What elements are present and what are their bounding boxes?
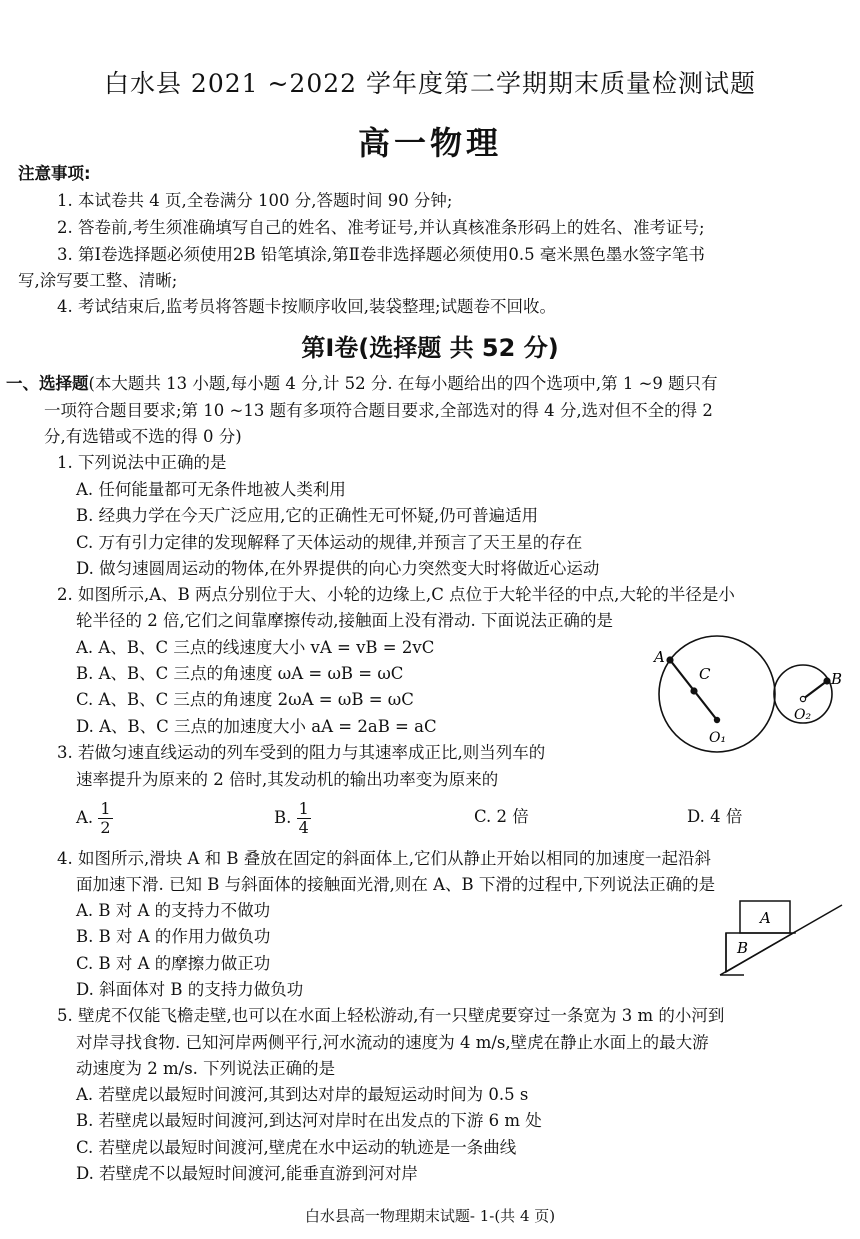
- part-intro-line-1: [6, 373, 718, 395]
- q2-stem-line-1: 2. 如图所示,A、B 两点分别位于大、小轮的边缘上,C 点位于大轮半径的中点,大轮的半径是小: [57, 585, 735, 604]
- subject-title: 高一物理: [357, 124, 502, 162]
- q3-option-b: [274, 800, 311, 837]
- q2-option-a: A. A、B、C 三点的线速度大小 vA = vB = 2vC: [76, 638, 435, 657]
- page-footer: 白水县高一物理期末试题- 1-(共 4 页): [304, 1207, 556, 1225]
- label-o2: O₂: [794, 707, 812, 723]
- q3-option-a: [76, 800, 113, 837]
- note-item-1: 1. 本试卷共 4 页,全卷满分 100 分,答题时间 90 分钟;: [57, 191, 453, 210]
- q4-option-d: D. 斜面体对 B 的支持力做负功: [76, 980, 304, 999]
- q5-option-a: A. 若壁虎以最短时间渡河,其到达对岸的最短运动时间为 0.5 s: [76, 1085, 529, 1104]
- part-intro-line-2: 一项符合题目要求;第 10 ~13 题有多项符合题目要求,全部选对的得 4 分,选对但不全的得 2: [44, 401, 713, 420]
- note-item-3-cont: 写,涂写要工整、清晰;: [18, 271, 178, 290]
- q4-option-c: C. B 对 A 的摩擦力做正功: [76, 954, 271, 973]
- point-c-dot: [690, 687, 697, 694]
- q2-option-b: B. A、B、C 三点的角速度 ωA = ωB = ωC: [76, 664, 404, 683]
- part-label: 一、选择题: [6, 374, 89, 393]
- q3-option-a-label: A.: [76, 808, 94, 827]
- q5-option-d: D. 若壁虎不以最短时间渡河,能垂直游到河对岸: [76, 1164, 418, 1183]
- q3-option-b-label: B.: [274, 808, 292, 827]
- q3-option-b-fraction: [297, 800, 311, 837]
- q1-option-b: B. 经典力学在今天广泛应用,它的正确性无可怀疑,仍可普遍适用: [76, 506, 539, 525]
- q3-option-b-den: 4: [298, 818, 309, 837]
- q4-incline-figure: [718, 895, 848, 977]
- q5-stem-line-3: 动速度为 2 m/s. 下列说法正确的是: [76, 1059, 336, 1078]
- exam-title: 白水县 2021 ~2022 学年度第二学期期末质量检测试题: [103, 69, 757, 98]
- q5-stem-line-2: 对岸寻找食物. 已知河岸两侧平行,河水流动的速度为 4 m/s,壁虎在静止水面上的最大游: [76, 1033, 709, 1052]
- q5-option-c: C. 若壁虎以最短时间渡河,壁虎在水中运动的轨迹是一条曲线: [76, 1138, 517, 1157]
- note-item-4: 4. 考试结束后,监考员将答题卡按顺序收回,装袋整理;试题卷不回收。: [57, 297, 557, 316]
- label-block-a: A: [760, 909, 771, 927]
- q4-option-a: A. B 对 A 的支持力不做功: [76, 901, 271, 920]
- center-o2-dot: [800, 696, 805, 701]
- note-item-3: 3. 第Ⅰ卷选择题必须使用2B 铅笔填涂,第Ⅱ卷非选择题必须使用0.5 毫米黑色墨水签字笔书: [57, 245, 705, 264]
- q1-option-d: D. 做匀速圆周运动的物体,在外界提供的向心力突然变大时将做近心运动: [76, 559, 600, 578]
- q3-option-a-fraction: [98, 800, 112, 837]
- label-o1: O₁: [709, 730, 727, 746]
- part-intro-line-3: 分,有选错或不选的得 0 分): [44, 427, 242, 446]
- small-wheel-radius: [803, 681, 827, 699]
- point-b-dot: [823, 677, 830, 684]
- q4-stem-line-1: 4. 如图所示,滑块 A 和 B 叠放在固定的斜面体上,它们从静止开始以相同的加速度一起沿斜: [57, 849, 711, 868]
- q3-stem-line-2: 速率提升为原来的 2 倍时,其发动机的输出功率变为原来的: [76, 770, 499, 789]
- q3-option-b-num: 1: [298, 799, 309, 818]
- notes-heading: 注意事项:: [18, 164, 91, 183]
- center-o1-dot: [714, 717, 720, 723]
- q3-option-a-num: 1: [100, 799, 111, 818]
- q2-option-c: C. A、B、C 三点的角速度 2ωA = ωB = ωC: [76, 690, 414, 709]
- q2-option-d: D. A、B、C 三点的加速度大小 aA = 2aB = aC: [76, 717, 437, 736]
- q3-option-a-den: 2: [100, 818, 111, 837]
- label-b: B: [831, 670, 843, 688]
- q2-wheels-figure: [645, 630, 855, 760]
- section-title: 第Ⅰ卷(选择题 共 52 分): [301, 334, 559, 362]
- label-c: C: [699, 665, 711, 683]
- q5-option-b: B. 若壁虎以最短时间渡河,到达河对岸时在出发点的下游 6 m 处: [76, 1111, 542, 1130]
- label-block-b: B: [737, 939, 749, 957]
- q4-option-b: B. B 对 A 的作用力做负功: [76, 927, 271, 946]
- q1-stem: 1. 下列说法中正确的是: [57, 453, 227, 472]
- note-item-2: 2. 答卷前,考生须准确填写自己的姓名、准考证号,并认真核准条形码上的姓名、准考证号;: [57, 218, 705, 237]
- q4-stem-line-2: 面加速下滑. 已知 B 与斜面体的接触面光滑,则在 A、B 下滑的过程中,下列说法正确的是: [76, 875, 716, 894]
- part-intro-text: (本大题共 13 小题,每小题 4 分,计 52 分. 在每小题给出的四个选项中,第 1 ~9 题只有: [88, 374, 718, 393]
- q3-option-c: C. 2 倍: [474, 807, 529, 826]
- point-a-dot: [666, 656, 673, 663]
- q2-stem-line-2: 轮半径的 2 倍,它们之间靠摩擦传动,接触面上没有滑动. 下面说法正确的是: [76, 611, 613, 630]
- label-a: A: [654, 648, 665, 666]
- q5-stem-line-1: 5. 壁虎不仅能飞檐走壁,也可以在水面上轻松游动,有一只壁虎要穿过一条宽为 3 m 的小河到: [57, 1006, 725, 1025]
- q1-option-c: C. 万有引力定律的发现解释了天体运动的规律,并预言了天王星的存在: [76, 533, 583, 552]
- q3-option-d: D. 4 倍: [687, 807, 743, 826]
- q3-stem-line-1: 3. 若做匀速直线运动的列车受到的阻力与其速率成正比,则当列车的: [57, 743, 546, 762]
- q1-option-a: A. 任何能量都可无条件地被人类利用: [76, 480, 346, 499]
